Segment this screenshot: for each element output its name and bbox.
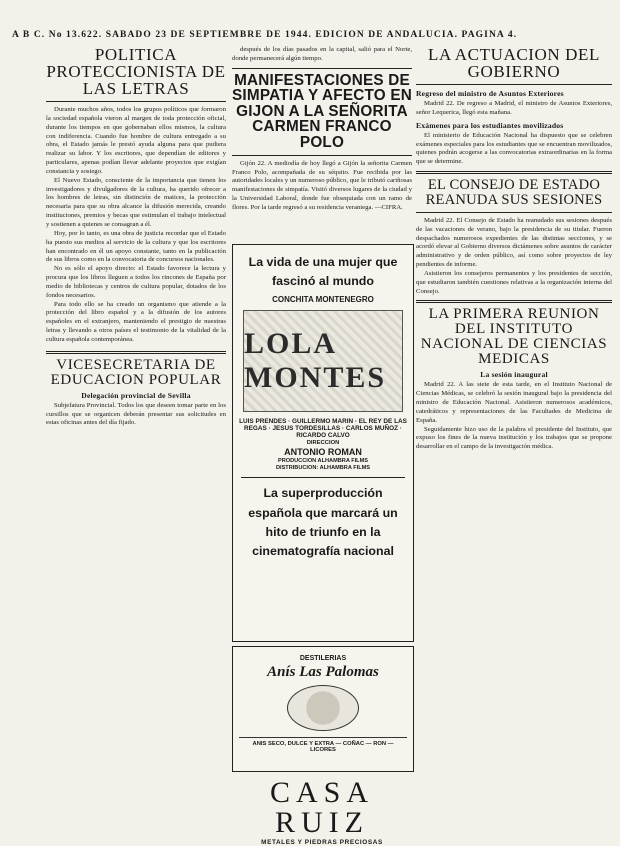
ad-star: CONCHITA MONTENEGRO — [272, 295, 374, 305]
divider — [232, 155, 412, 156]
article-paragraph: Hoy, por lo tanto, es una obra de justicia recordar que el Estado ha puesto sus medios al servicio de la cultura y que los escritores han encontrado en él un apoyo constante, tanto en la publicación de sus libros como en la convocatoria de concursos nacionales. — [46, 229, 226, 264]
ad-casa-sub: METALES Y PIEDRAS PRECIOSAS — [261, 839, 383, 846]
article-paragraph: Madrid 22. De regreso a Madrid, el ministro de Asuntos Exteriores, señor Lequerica, llegó esta mañana. — [416, 100, 612, 116]
article-paragraph: Gijón 22. A mediodía de hoy llegó a Gijón la señorita Carmen Franco Polo, acompañada de su séquito. Fue recibida por las autoridades locales y un numeroso público, que le tributó cariñosas manifestaciones de simpatía. Visitó diversos lugares de la ciudad y la Universidad Laboral, donde fue obsequiada con un ramo de flores. Por la tarde regresó a su residencia veraniega. —CIFRA. — [232, 159, 412, 211]
ad-cast: LUIS PRENDES · GUILLERMO MARIN · EL REY DE LAS REGAS · JESUS TORDESILLAS · CARLOS MUÑOZ · RICARDO CALVO — [239, 418, 407, 440]
subheading: Delegación provincial de Sevilla — [81, 390, 191, 400]
casa-ruiz-advertisement — [232, 776, 412, 846]
divider — [416, 84, 612, 85]
middle-column — [232, 46, 412, 242]
ad-director-label: DIRECCION — [306, 440, 340, 447]
article-paragraph: El Nuevo Estado, consciente de la importancia que tienen los investigadores y divulgadores de la cultura, ha querido ofrecer a los hombres de letras, sin distinción de matices, la protección necesaria para que su obra alcance la difusión merecida, creando instituciones, premios y becas que estimulan el trabajo intelectual y sostienen a quienes se consagran a él. — [46, 176, 226, 228]
article-paragraph: El ministerio de Educación Nacional ha dispuesto que se celebren exámenes especiales para los estudiantes que se encuentran movilizados, quienes podrán acogerse a las convocatorias extraordinarias en la forma que se determine. — [416, 131, 612, 166]
subheading: La sesión inaugural — [480, 370, 548, 380]
divider — [241, 477, 405, 478]
page-header: A B C. No 13.622. SABADO 23 DE SEPTIEMBRE DE 1944. EDICION DE ANDALUCIA. PAGINA 4. — [12, 30, 518, 40]
article-paragraph: Durante muchos años, todos los grupos políticos que formaron la sociedad española vieron al margen de toda protección oficial, durante los tiempos en que gobernaban ellos mismos, la cultura con indiferencia. Cuando fue hombre de cultura entregado a su obra, el Estado jamás le prestó ayuda alguna para que pudiera realizar su labor. Y los escritores, que dependían de editores y particulares, apenas podían llevar adelante proyectos que exigían constancia y sosiego. — [46, 106, 226, 175]
article-paragraph: Subjefatura Provincial. Todos los que deseen tomar parte en los cursillos que se organicen deberán presentar sus solicitudes en estas oficinas antes del día fijado. — [46, 401, 226, 427]
article-paragraph: Para todo ello se ha creado un organismo que atiende a la protección del libro español y a la difusión de los autores españoles en el extranjero, manteniendo el prestigio de nuestras letras y llevando a otros países el testimonio de la vitalidad de la cultura española contemporánea. — [46, 300, 226, 343]
ad-producer: PRODUCCION ALHAMBRA FILMS — [277, 458, 368, 465]
article-paragraph: Asistieron los consejeros permanentes y los presidentes de sección, que estudiaron también cuestiones relativas a la organización interna del Consejo. — [416, 269, 612, 295]
headline-instituto: LA PRIMERA REUNION DEL INSTITUTO NACIONAL DE CIENCIAS MEDICAS — [420, 306, 608, 368]
article-paragraph: Seguidamente hizo uso de la palabra el presidente del Instituto, que expuso los fines de la nueva institución y los trabajos que se propone desarrollar en el campo de la investigación médica. — [416, 425, 612, 451]
ad-maker: DESTILERIAS — [299, 655, 347, 662]
left-column — [46, 46, 226, 826]
bottle-emblem-icon — [287, 685, 359, 731]
divider — [46, 101, 226, 102]
ad-tagline: La vida de una mujer que fascinó al mundo — [248, 255, 398, 289]
article-paragraph: Madrid 22. El Consejo de Estado ha reanudado sus sesiones después de las vacaciones de verano, bajo la presidencia de su titular. Fueron despachados numerosos expedientes de las distintas secciones, y se acordó elevar al Gobierno diversos dictámenes sobre asuntos de carácter administrativo y de orden público, así como sobre proyectos de ley pendientes de informe. — [416, 216, 612, 269]
ad-distributor: DISTRIBUCION: ALHAMBRA FILMS — [275, 465, 371, 472]
film-advertisement — [232, 244, 414, 642]
ad-footer: ANIS SECO, DULCE Y EXTRA — COÑAC — RON — LICORES — [239, 737, 407, 753]
headline-consejo: EL CONSEJO DE ESTADO REANUDA SUS SESIONES — [425, 177, 603, 208]
headline-gobierno: LA ACTUACION DEL GOBIERNO — [427, 46, 601, 81]
ad-tagline-2: La superproducción española que marcará un hito de triunfo en la cinematografía nacional — [248, 486, 398, 559]
headline-gijon: MANIFESTACIONES DE SIMPATIA Y AFECTO EN GIJON A LA SEÑORITA CARMEN FRANCO POLO — [232, 71, 412, 152]
ad-director: ANTONIO ROMAN — [284, 447, 362, 458]
right-column — [416, 46, 612, 826]
article-paragraph: Madrid 22. A las siete de esta tarde, en el Instituto Nacional de Ciencias Médicas, se celebró la sesión inaugural bajo la presidencia del ministro de Educación Nacional. Asistieron numerosos académicos, catedráticos y representaciones de las Facultades de Medicina de España. — [416, 381, 612, 424]
divider — [416, 171, 612, 174]
ad-brand: Anís Las Palomas — [267, 664, 379, 680]
article-paragraph: No es sólo el apoyo directo: el Estado favorece la lectura y procura que los libros lleguen a todos los rincones de España por medio de bibliotecas y centros de cultura popular, dotados de los fondos necesarios. — [46, 265, 226, 299]
divider — [232, 68, 412, 69]
divider — [416, 300, 612, 303]
subheading: Exámenes para los estudiantes movilizados — [416, 120, 564, 130]
subheading: Regreso del ministro de Asuntos Exteriores — [416, 89, 564, 98]
headline-vicesecretaria: VICESECRETARIA DE EDUCACION POPULAR — [50, 356, 222, 388]
divider — [416, 212, 612, 213]
headline-proteccionista: POLITICA PROTECCIONISTA DE LAS LETRAS — [46, 46, 226, 98]
ad-casa-title: CASA RUIZ — [269, 776, 375, 839]
film-title-art: LOLA MONTES — [243, 310, 403, 412]
divider — [46, 351, 226, 354]
article-paragraph: después de los días pasados en la capital, salió para el Norte, donde permanecerá algún tiempo. — [232, 46, 412, 62]
palomas-advertisement — [232, 646, 414, 772]
